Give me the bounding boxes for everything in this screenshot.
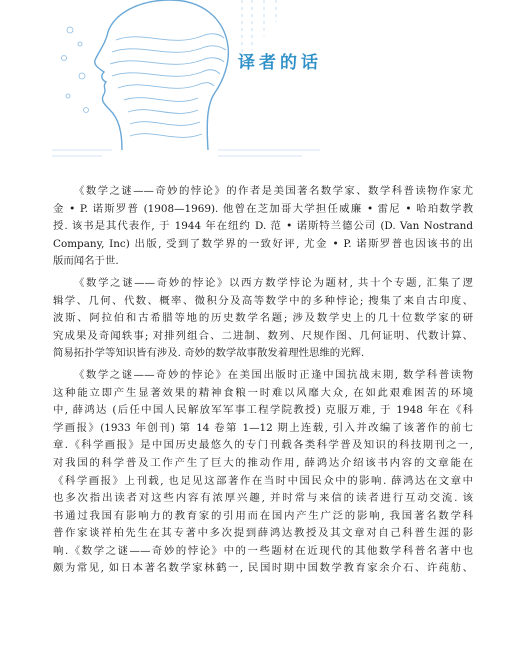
text-line: 波斯、阿拉伯和古希腊等地的历史数学名题; 涉及数学史上的几十位数学家的研 — [53, 312, 473, 325]
text-line: 普作家谈祥柏先生在其专著中多次提到薛鸿达教授及其文章对自己科普生涯的影 — [53, 527, 473, 540]
text-line: 《科学画报》上刊载, 也足见这部著作在当时中国民众中的影响. 薛鸿达在文章中 — [53, 474, 473, 487]
text-line: Company, Inc) 出版, 受到了数学界的一致好评, 尤金 • P. 诺斯罗普也因该书的出 — [53, 237, 473, 250]
text-line: 响.《数学之谜——奇妙的悖论》中的一些题材在近现代的其他数学科普名著中也 — [53, 544, 473, 557]
text-line: 章.《科学画报》是中国历史最悠久的专门刊载各类科学普及知识的科技期刊之一, — [53, 439, 473, 452]
text-line: 简易拓扑学等知识皆有涉及. 奇妙的数学故事散发着理性思维的光辉. — [53, 347, 365, 360]
text-line: 这种能立即产生显著效果的精神食粮一时难以风靡大众, 在如此艰难困苦的环境 — [53, 386, 473, 399]
paragraph-3 — [53, 367, 473, 578]
text-line: 《数学之谜——奇妙的悖论》在美国出版时正逢中国抗战末期, 数学科普读物 — [74, 368, 473, 381]
text-line: 究成果及奇闻轶事; 对排列组合、二进制、数列、尺规作图、几何证明、代数计算、 — [53, 329, 473, 342]
body-text — [53, 183, 473, 582]
page-title: 译者的话 — [238, 53, 322, 73]
text-line: 中, 薛鸿达 (后任中国人民解放军军事工程学院教授) 克服万难, 于 1948 年在《科 — [53, 404, 473, 417]
text-line: 金 • P. 诺斯罗普 (1908—1969). 他曾在芝加哥大学担任威廉 • 雷尼 • 哈珀数学教 — [53, 202, 473, 215]
text-line: 对我国的科学普及工作产生了巨大的推动作用, 薛鸿达介绍该书内容的文章能在 — [53, 456, 473, 469]
text-line: 《数学之谜——奇妙的悖论》的作者是美国著名数学家、数学科普读物作家尤 — [74, 185, 473, 197]
text-line: 也多次指出读者对这些内容有浓厚兴趣, 并时常与来信的读者进行互动交流. 该 — [53, 492, 473, 505]
text-line: 书通过我国有影响力的教育家的引用而在国内产生广泛的影响, 我国著名数学科 — [53, 509, 473, 522]
text-line: 辑学、几何、代数、概率、微积分及高等数学中的多种悖论; 搜集了来自古印度、 — [53, 294, 473, 307]
head-silhouette-illustration — [52, 0, 320, 162]
text-line: 颇为常见, 如日本著名数学家林鹤一, 民国时期中国数学教育家余介石、许莼舫、 — [53, 562, 473, 575]
text-line: 授. 该书是其代表作, 于 1944 年在纽约 D. 范 • 诺斯特兰德公司 (D. Van Nostrand — [53, 220, 473, 233]
text-line: 《数学之谜——奇妙的悖论》以西方数学悖论为题材, 共十个专题, 汇集了逻 — [74, 276, 473, 289]
text-line: 学画报》(1933 年创刊) 第 14 卷第 1—12 期上连载, 引入并改编了该著作的前七 — [53, 421, 473, 434]
text-line: 版而闻名于世. — [53, 255, 119, 268]
paragraph-1 — [53, 183, 473, 271]
paragraph-2 — [53, 275, 473, 363]
